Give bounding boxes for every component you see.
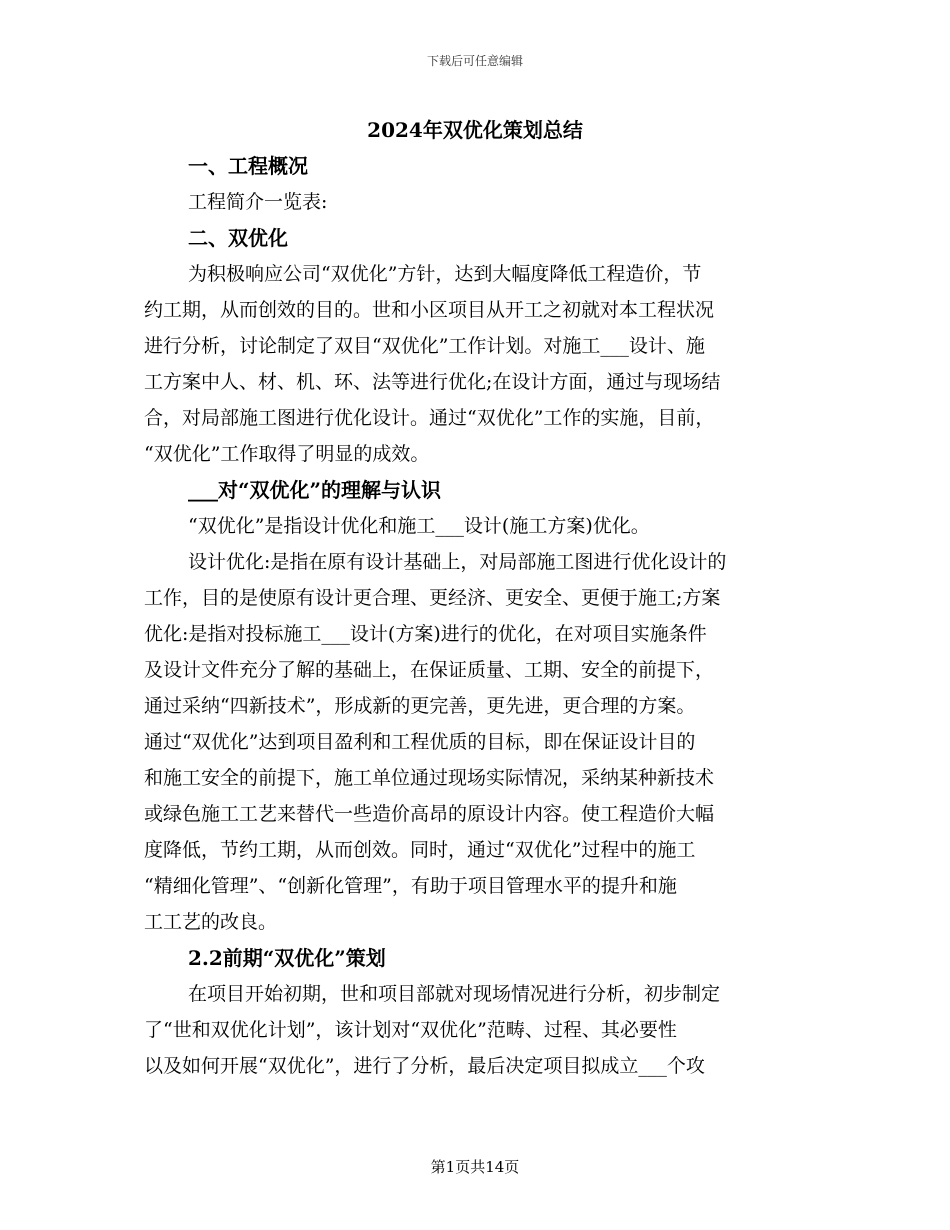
body-text-line: 及设计文件充分了解的基础上，在保证质量、工期、安全的前提下， — [144, 659, 715, 681]
body-text-line: 在项目开始初期，世和项目部就对现场情况进行分析，初步制定 — [188, 983, 721, 1005]
document-body — [144, 148, 808, 1084]
body-text-line: 度降低，节约工期，从而创效。同时，通过“双优化”过程中的施工 — [144, 839, 696, 861]
body-text-line: 或绿色施工工艺来替代一些造价高昂的原设计内容。使工程造价大幅 — [144, 803, 715, 825]
body-text-line: 进行分析，讨论制定了双目“双优化”工作计划。对施工___设计、施 — [144, 335, 705, 357]
page-header-note: 下载后可任意编辑 — [426, 54, 523, 68]
body-text-line: 了“世和双优化计划”，该计划对“双优化”范畴、过程、其必要性 — [144, 1019, 677, 1041]
body-text-line: 优化:是指对投标施工___设计(方案)进行的优化，在对项目实施条件 — [144, 623, 707, 645]
body-text-line: 通过“双优化”达到项目盈利和工程优质的目标，即在保证设计目的 — [144, 731, 696, 753]
body-text-line: 工作，目的是使原有设计更合理、更经济、更安全、更便于施工;方案 — [144, 587, 721, 609]
body-text-line: “精细化管理”、“创新化管理”，有助于项目管理水平的提升和施 — [144, 875, 677, 897]
body-text-line: 工程简介一览表: — [188, 191, 328, 213]
body-text-line: 以及如何开展“双优化”，进行了分析，最后决定项目拟成立___个攻 — [144, 1055, 705, 1077]
section-heading-line: 一、工程概况 — [188, 154, 308, 178]
page-footer-number: 第1页共14页 — [430, 1158, 520, 1176]
body-text-line: “双优化”工作取得了明显的成效。 — [144, 443, 430, 465]
document-title: 2024年双优化策划总结 — [367, 118, 583, 142]
body-text-line: 通过采纳“四新技术”，形成新的更完善，更先进，更合理的方案。 — [144, 695, 696, 717]
section-heading-line: 二、双优化 — [188, 226, 288, 250]
body-text-line: 为积极响应公司“双优化”方针，达到大幅度降低工程造价，节 — [188, 263, 702, 285]
section-heading-line: ___对“双优化”的理解与认识 — [188, 478, 442, 502]
body-text-line: 设计优化:是指在原有设计基础上，对局部施工图进行优化设计的 — [188, 551, 727, 573]
body-text-line: 合，对局部施工图进行优化设计。通过“双优化”工作的实施，目前， — [144, 407, 715, 429]
body-text-line: 工工艺的改良。 — [144, 911, 278, 933]
section-heading-line: 2.2前期“双优化”策划 — [188, 946, 386, 970]
body-text-line: 工方案中人、材、机、环、法等进行优化;在设计方面，通过与现场结 — [144, 371, 721, 393]
body-text-line: 和施工安全的前提下，施工单位通过现场实际情况，采纳某种新技术 — [144, 767, 715, 789]
body-text-line: “双优化”是指设计优化和施工___设计(施工方案)优化。 — [188, 515, 650, 537]
body-text-line: 约工期，从而创效的目的。世和小区项目从开工之初就对本工程状况 — [144, 299, 715, 321]
